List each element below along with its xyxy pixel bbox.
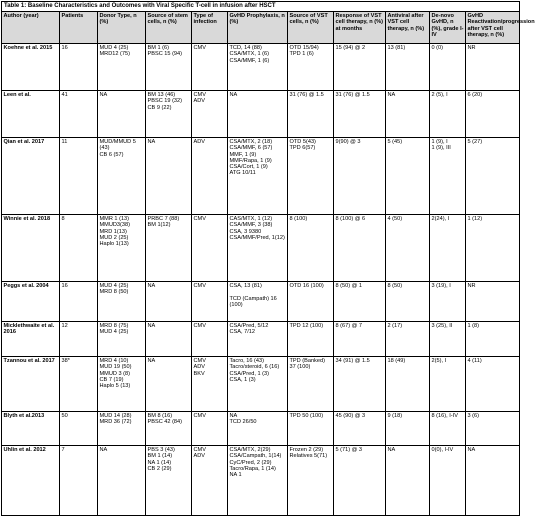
cell-denovo-gvhd: 3 (19), I: [430, 282, 466, 322]
cell-stem-cell-source: PRBC 7 (88) BM 1(12): [146, 215, 192, 282]
cell-antiviral: NA: [386, 446, 430, 516]
header-stem-cell-source: Source of stem cells, n (%): [146, 12, 192, 44]
cell-patients: 38*: [60, 357, 98, 412]
cell-infection-type: ADV: [192, 138, 228, 215]
cell-author: Blyth et al.2013: [2, 412, 60, 446]
cell-vst-response: 8 (50) @ 1: [334, 282, 386, 322]
cell-donor-type: MMR 1 (13) MMUD3(38) MRD 1(13) MUD 2 (25) Haplo 1(13): [98, 215, 146, 282]
cell-gvhd-prophylaxis: CSA/MTX, 2 (18) CSA/MMF, 6 (57) MMF, 1 (9) MMF/Rapa, 1 (9) CSA/Cort, 1 (9) ATG 10/11: [228, 138, 288, 215]
cell-patients: 7: [60, 446, 98, 516]
cell-denovo-gvhd: 2 (5), I: [430, 91, 466, 138]
cell-gvhd-reactivation: 4 (11): [466, 357, 520, 412]
cell-gvhd-prophylaxis: CSA, 13 (81) TCD (Campath) 16 (100): [228, 282, 288, 322]
header-infection-type: Type of infection: [192, 12, 228, 44]
cell-gvhd-reactivation: 1 (8): [466, 322, 520, 357]
header-antiviral: Antiviral after VST cell therapy, n (%): [386, 12, 430, 44]
cell-infection-type: CMV ADV BKV: [192, 357, 228, 412]
cell-vst-source: TPD 50 (100): [288, 412, 334, 446]
cell-vst-source: TPD (Banked) 37 (100): [288, 357, 334, 412]
header-denovo-gvhd: De-novo GvHD, n (%), grade I-IV: [430, 12, 466, 44]
cell-donor-type: NA: [98, 91, 146, 138]
cell-stem-cell-source: NA: [146, 322, 192, 357]
cell-gvhd-reactivation: 6 (20): [466, 91, 520, 138]
cell-gvhd-reactivation: 1 (12): [466, 215, 520, 282]
table-row-peggs: [2, 282, 520, 322]
cell-author: Uhlin et al. 2012: [2, 446, 60, 516]
cell-infection-type: CMV: [192, 215, 228, 282]
cell-denovo-gvhd: 0 (0): [430, 44, 466, 91]
cell-vst-response: 5 (71) @ 3: [334, 446, 386, 516]
cell-antiviral: 5 (45): [386, 138, 430, 215]
cell-patients: 8: [60, 215, 98, 282]
baseline-characteristics-table: [1, 1, 535, 516]
cell-author: Leen et al.: [2, 91, 60, 138]
table-row-micklethwaite: [2, 322, 520, 357]
cell-donor-type: MRD 8 (75) MUD 4 (25): [98, 322, 146, 357]
table-row-qian: [2, 138, 520, 215]
cell-antiviral: NA: [386, 91, 430, 138]
cell-antiviral: 2 (17): [386, 322, 430, 357]
table-row-tzannou: [2, 357, 520, 412]
cell-vst-source: Frozen 2 (29) Relatives 5(71): [288, 446, 334, 516]
cell-antiviral: 4 (50): [386, 215, 430, 282]
table-row-winnie: [2, 215, 520, 282]
cell-infection-type: CMV: [192, 412, 228, 446]
cell-patients: 11: [60, 138, 98, 215]
cell-patients: 50: [60, 412, 98, 446]
cell-stem-cell-source: PBS 3 (43) BM 1 (14) NA 1 (14) CB 2 (29): [146, 446, 192, 516]
cell-donor-type: MUD 4 (25) MRD12 (75): [98, 44, 146, 91]
cell-gvhd-prophylaxis: CSA/MTX, 2(29) CSA/Campath, 1(14) CyC/Pred, 2 (29) Tacro/Rapa, 1 (14) NA 1: [228, 446, 288, 516]
cell-infection-type: CMV: [192, 282, 228, 322]
cell-stem-cell-source: BM 8 (16) PBSC 42 (84): [146, 412, 192, 446]
table-caption: Table 1: Baseline Characteristics and Outcomes with Viral Specific T-cell in infusion after HSCT: [2, 2, 520, 12]
table-container: [1, 1, 535, 524]
table-row-blyth: [2, 412, 520, 446]
cell-author: Qian et al. 2017: [2, 138, 60, 215]
cell-donor-type: MUD 14 (28) MRD 36 (72): [98, 412, 146, 446]
header-author: Author (year): [2, 12, 60, 44]
cell-gvhd-prophylaxis: NA: [228, 91, 288, 138]
cell-antiviral: 18 (49): [386, 357, 430, 412]
cell-denovo-gvhd: 3 (25), II: [430, 322, 466, 357]
cell-author: Winnie et al. 2018: [2, 215, 60, 282]
cell-antiviral: 9 (18): [386, 412, 430, 446]
cell-vst-response: 9(90) @ 3: [334, 138, 386, 215]
header-gvhd-reactivation: GvHD Reactivation/progression after VST cell therapy, n (%): [466, 12, 520, 44]
cell-gvhd-reactivation: NR: [466, 44, 520, 91]
table-header-row: [2, 12, 520, 44]
cell-gvhd-reactivation: 3 (6): [466, 412, 520, 446]
cell-patients: 12: [60, 322, 98, 357]
cell-antiviral: 13 (81): [386, 44, 430, 91]
header-donor-type: Donor Type, n (%): [98, 12, 146, 44]
cell-gvhd-prophylaxis: CSA/Pred, 5/12 CSA, 7/12: [228, 322, 288, 357]
cell-vst-source: OTD 15/94) TPD 1 (6): [288, 44, 334, 91]
cell-author: Koehne et al. 2015: [2, 44, 60, 91]
cell-antiviral: 8 (50): [386, 282, 430, 322]
cell-vst-source: 31 (76) @ 1.5: [288, 91, 334, 138]
cell-infection-type: CMV: [192, 44, 228, 91]
cell-stem-cell-source: BM 13 (46) PBSC 19 (32) CB 9 (22): [146, 91, 192, 138]
header-gvhd-prophylaxis: GvHD Prophylaxis, n (%): [228, 12, 288, 44]
cell-vst-response: 45 (90) @ 3: [334, 412, 386, 446]
cell-stem-cell-source: BM 1 (6) PBSC 15 (94): [146, 44, 192, 91]
cell-vst-source: OTD 16 (100): [288, 282, 334, 322]
cell-gvhd-reactivation: NA: [466, 446, 520, 516]
cell-patients: 41: [60, 91, 98, 138]
table-row-uhlin: [2, 446, 520, 516]
cell-donor-type: MUD 4 (25) MRD 8 (50): [98, 282, 146, 322]
cell-denovo-gvhd: 2(5), I: [430, 357, 466, 412]
cell-denovo-gvhd: 8 (16), I-IV: [430, 412, 466, 446]
cell-stem-cell-source: NA: [146, 138, 192, 215]
cell-author: Tzannou et al. 2017: [2, 357, 60, 412]
cell-gvhd-prophylaxis: Tacro, 16 (43) Tacro/steroid, 6 (16) CSA/Pred, 1 (3) CSA, 1 (3): [228, 357, 288, 412]
cell-vst-response: 8 (67) @ 7: [334, 322, 386, 357]
cell-donor-type: NA: [98, 446, 146, 516]
cell-vst-response: 8 (100) @ 6: [334, 215, 386, 282]
cell-vst-response: 31 (76) @ 1.5: [334, 91, 386, 138]
cell-vst-source: TPD 12 (100): [288, 322, 334, 357]
cell-patients: 16: [60, 282, 98, 322]
cell-gvhd-prophylaxis: NA TCD 26/50: [228, 412, 288, 446]
header-vst-source: Source of VST cells, n (%): [288, 12, 334, 44]
cell-vst-response: 15 (94) @ 2: [334, 44, 386, 91]
header-patients: Patients: [60, 12, 98, 44]
cell-gvhd-prophylaxis: TCD, 14 (88) CSA/MTX, 1 (6) CSA/MMF, 1 (6): [228, 44, 288, 91]
cell-denovo-gvhd: 1 (9), I 1 (9), III: [430, 138, 466, 215]
cell-infection-type: CMV: [192, 322, 228, 357]
cell-infection-type: CMV ADV: [192, 446, 228, 516]
cell-infection-type: CMV ADV: [192, 91, 228, 138]
header-vst-response: Response of VST cell therapy, n (%) at months: [334, 12, 386, 44]
cell-denovo-gvhd: 2(24), I: [430, 215, 466, 282]
cell-author: Micklethwaite et al. 2016: [2, 322, 60, 357]
cell-gvhd-prophylaxis: CAS/MTX, 1 (12) CSA/MMF, 3 (38) CSA, 3 9380 CSA/MMF/Pred, 1(12): [228, 215, 288, 282]
cell-gvhd-reactivation: 5 (27): [466, 138, 520, 215]
cell-vst-source: OTD 5(43) TPD 6(57): [288, 138, 334, 215]
cell-vst-response: 34 (91) @ 1.5: [334, 357, 386, 412]
cell-donor-type: MRD 4 (10) MUD 19 (50) MMUD 3 (8) CB 7 (19) Haplo 5 (13): [98, 357, 146, 412]
cell-author: Peggs et al. 2004: [2, 282, 60, 322]
table-row-leen: [2, 91, 520, 138]
cell-vst-source: 8 (100): [288, 215, 334, 282]
cell-stem-cell-source: NA: [146, 282, 192, 322]
cell-patients: 16: [60, 44, 98, 91]
table-row-koehne: [2, 44, 520, 91]
cell-denovo-gvhd: 0(0), I-IV: [430, 446, 466, 516]
cell-donor-type: MUD/MMUD 5 (43) CB 6 (57): [98, 138, 146, 215]
cell-gvhd-reactivation: NR: [466, 282, 520, 322]
cell-stem-cell-source: NA: [146, 357, 192, 412]
